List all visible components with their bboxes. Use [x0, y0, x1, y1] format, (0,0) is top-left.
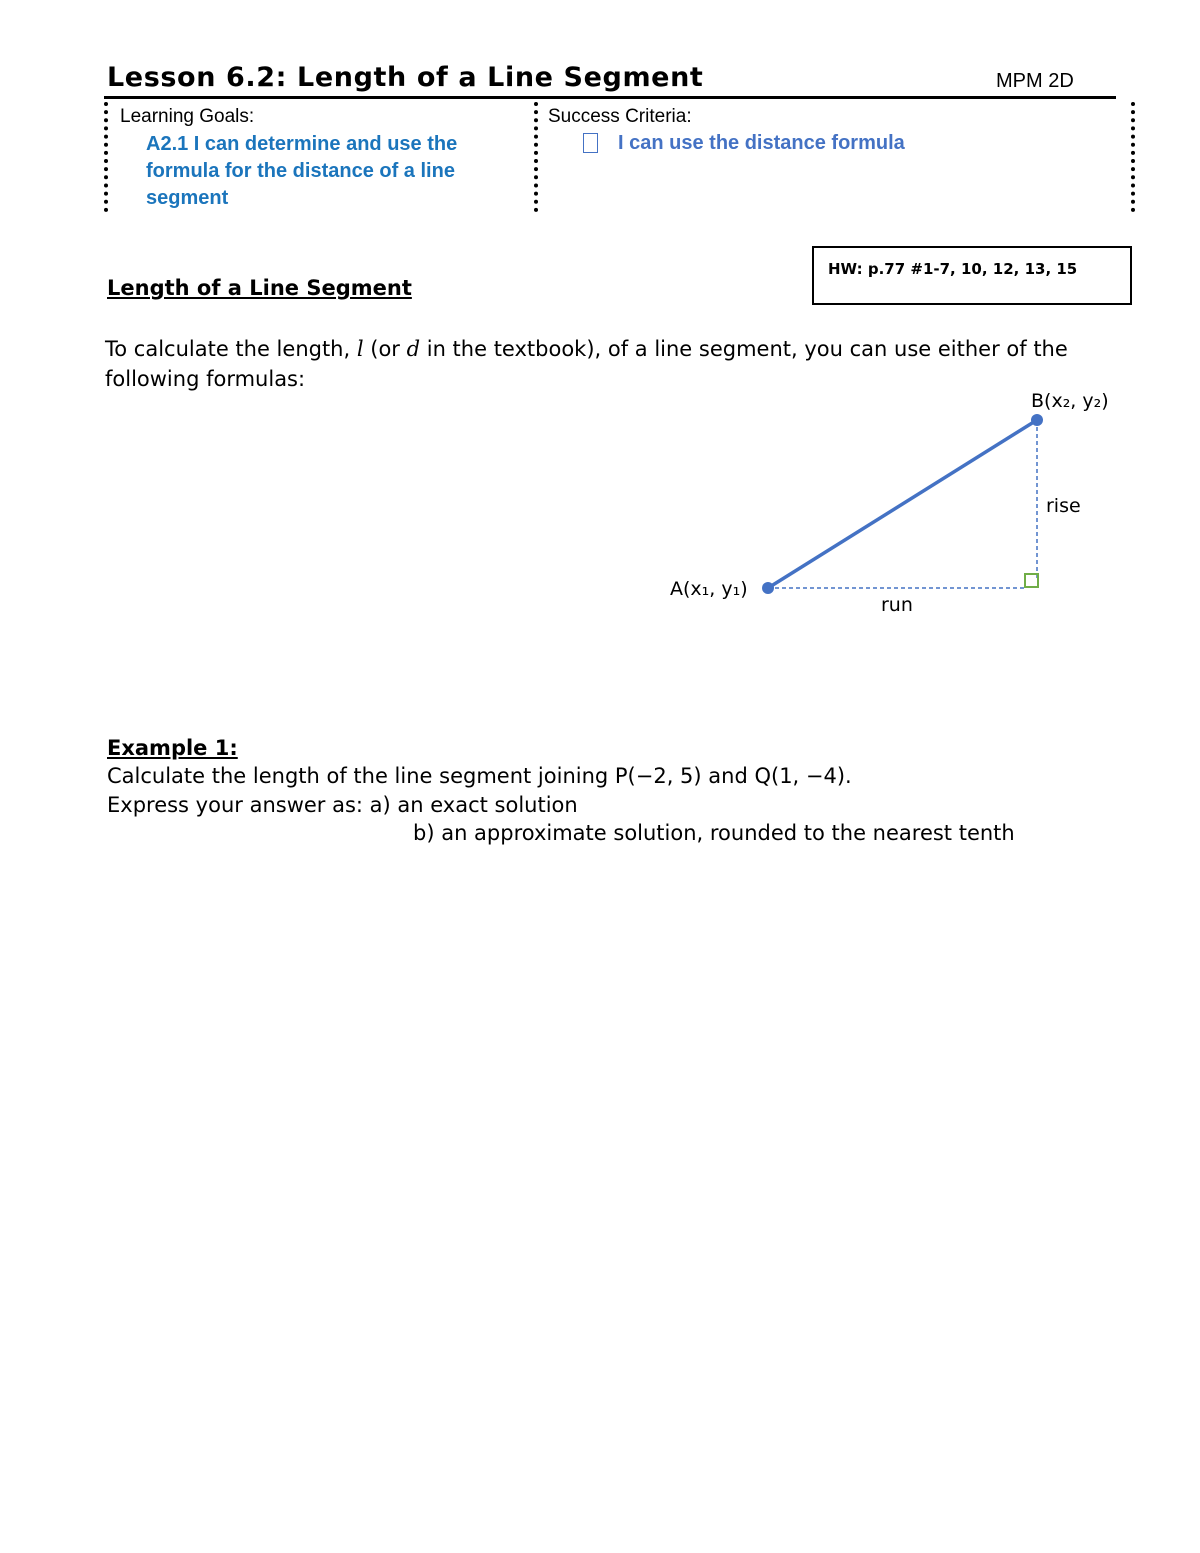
- learning-goals-label: Learning Goals:: [120, 106, 255, 127]
- point-a-label: A(x₁, y₁): [670, 578, 748, 600]
- page-title: Lesson 6.2: Length of a Line Segment: [107, 62, 704, 93]
- example-part-a: Express your answer as: a) an exact solution: [107, 793, 578, 817]
- success-criteria-label: Success Criteria:: [548, 106, 692, 127]
- example-question: Calculate the length of the line segment joining P(−2, 5) and Q(1, −4).: [107, 764, 852, 788]
- intro-text-a: To calculate the length,: [105, 337, 357, 361]
- point-b-label: B(x₂, y₂): [1031, 390, 1109, 412]
- point-a-dot: [762, 582, 774, 594]
- variable-l: l: [356, 337, 364, 361]
- success-criteria-text: I can use the distance formula: [618, 132, 905, 154]
- rise-label: rise: [1046, 495, 1081, 517]
- course-code: MPM 2D: [996, 70, 1074, 92]
- learning-goal-text: A2.1 I can determine and use the formula for the distance of a line segment: [146, 133, 458, 209]
- section-heading: Length of a Line Segment: [107, 276, 412, 300]
- homework-text: HW: p.77 #1-7, 10, 12, 13, 15: [828, 260, 1078, 278]
- right-angle-marker: [1025, 574, 1038, 587]
- run-label: run: [881, 594, 913, 616]
- example-part-b: b) an approximate solution, rounded to the nearest tenth: [413, 821, 1015, 845]
- intro-text-c: in the textbook), of a line segment, you can use either of the following formulas:: [105, 337, 1068, 391]
- variable-d: d: [406, 337, 421, 361]
- example-heading: Example 1:: [107, 736, 238, 760]
- intro-text-b: (or: [363, 337, 407, 361]
- segment-ab: [768, 420, 1037, 588]
- line-segment-diagram: [0, 0, 1200, 700]
- point-b-dot: [1031, 414, 1043, 426]
